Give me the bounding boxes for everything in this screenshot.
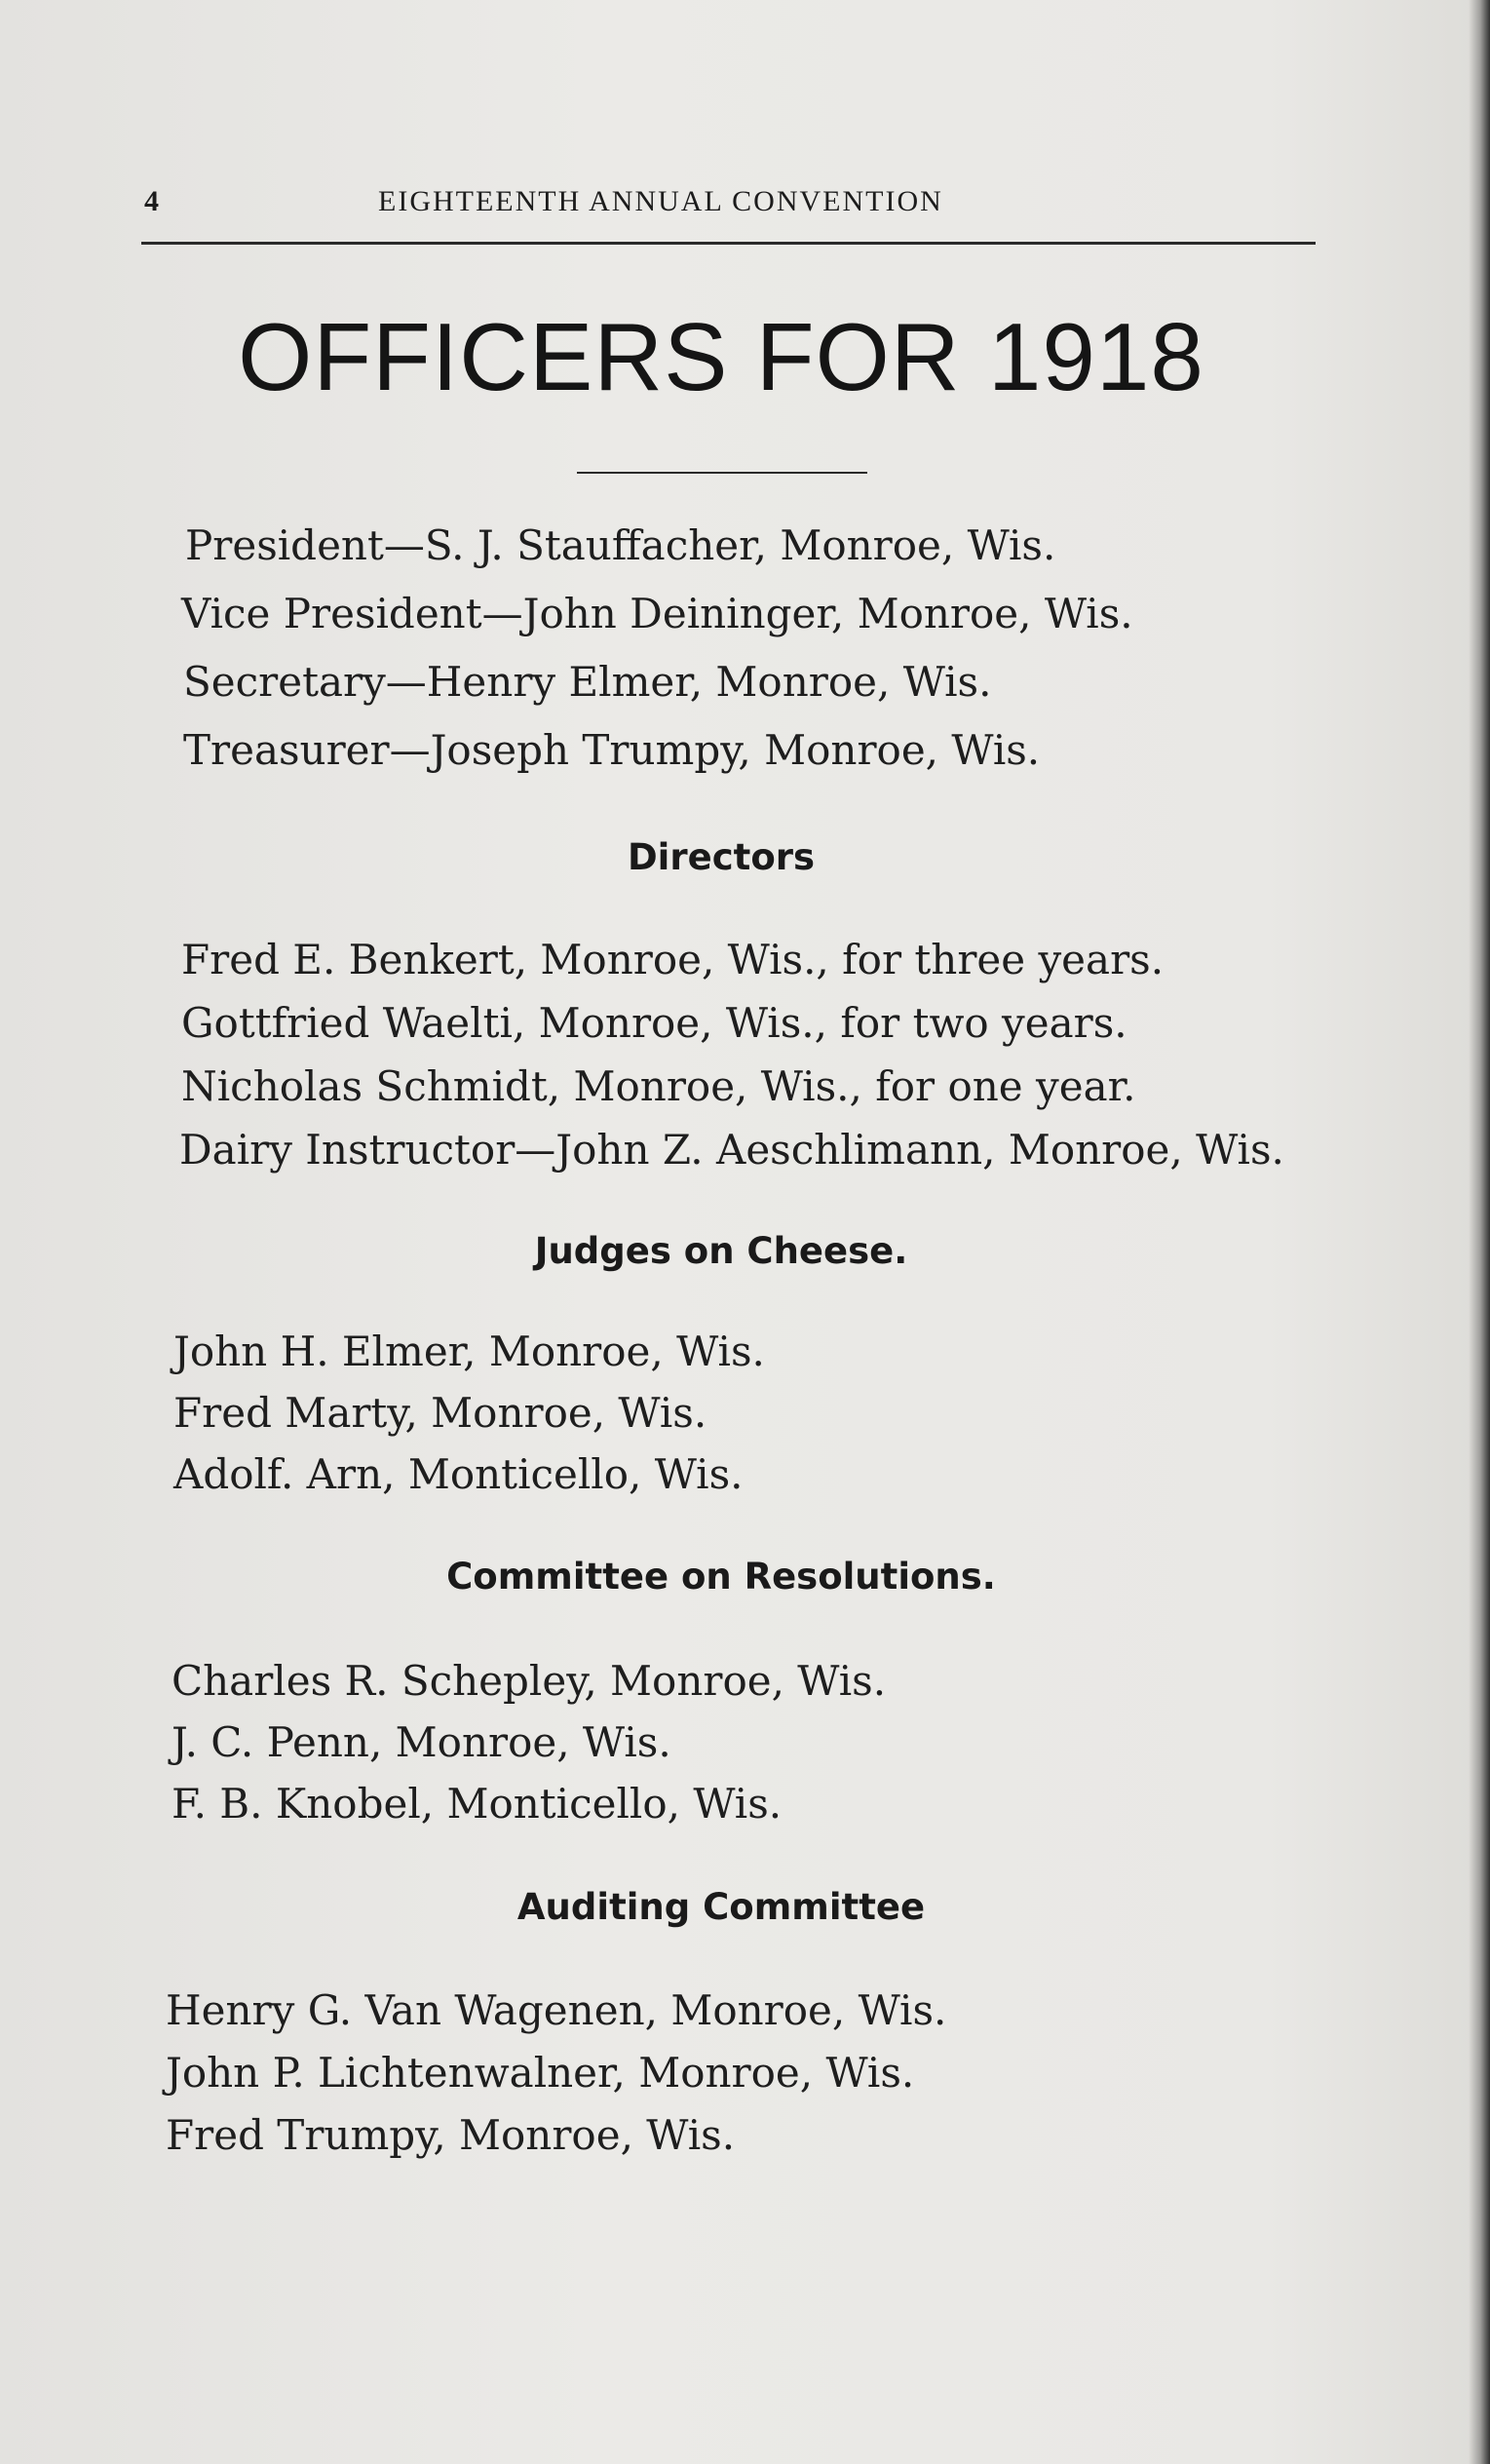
resolutions-item: Charles R. Schepley, Monroe, Wis.	[172, 1657, 887, 1705]
officer-president: President—S. J. Stauffacher, Monroe, Wis.	[185, 521, 1056, 569]
dairy-instructor: Dairy Instructor—John Z. Aeschlimann, Monroe, Wis.	[179, 1126, 1284, 1174]
page-number: 4	[144, 185, 161, 217]
judges-heading: Judges on Cheese.	[534, 1230, 908, 1272]
directors-heading: Directors	[627, 836, 816, 878]
page-edge-shadow	[1469, 0, 1490, 2464]
header-rule	[141, 242, 1316, 245]
auditing-item: John P. Lichtenwalner, Monroe, Wis.	[166, 2049, 915, 2097]
title-rule	[577, 472, 867, 474]
officer-vice-president: Vice President—John Deininger, Monroe, Wis.	[181, 590, 1133, 637]
director-item: Nicholas Schmidt, Monroe, Wis., for one year.	[181, 1062, 1136, 1110]
running-title: EIGHTEENTH ANNUAL CONVENTION	[378, 185, 943, 217]
resolutions-heading: Committee on Resolutions.	[446, 1556, 996, 1598]
director-item: Gottfried Waelti, Monroe, Wis., for two years.	[181, 999, 1127, 1047]
page-title: OFFICERS FOR 1918	[238, 303, 1204, 410]
judge-item: Fred Marty, Monroe, Wis.	[173, 1389, 707, 1437]
auditing-item: Fred Trumpy, Monroe, Wis.	[166, 2111, 736, 2159]
resolutions-item: F. B. Knobel, Monticello, Wis.	[172, 1780, 783, 1828]
resolutions-item: J. C. Penn, Monroe, Wis.	[172, 1718, 671, 1766]
running-head	[144, 185, 1314, 224]
director-item: Fred E. Benkert, Monroe, Wis., for three years.	[181, 936, 1165, 983]
auditing-item: Henry G. Van Wagenen, Monroe, Wis.	[166, 1986, 947, 2034]
judge-item: Adolf. Arn, Monticello, Wis.	[173, 1450, 744, 1498]
officer-secretary: Secretary—Henry Elmer, Monroe, Wis.	[183, 658, 992, 706]
officer-treasurer: Treasurer—Joseph Trumpy, Monroe, Wis.	[183, 726, 1041, 774]
judge-item: John H. Elmer, Monroe, Wis.	[173, 1328, 765, 1375]
auditing-heading: Auditing Committee	[516, 1886, 926, 1928]
